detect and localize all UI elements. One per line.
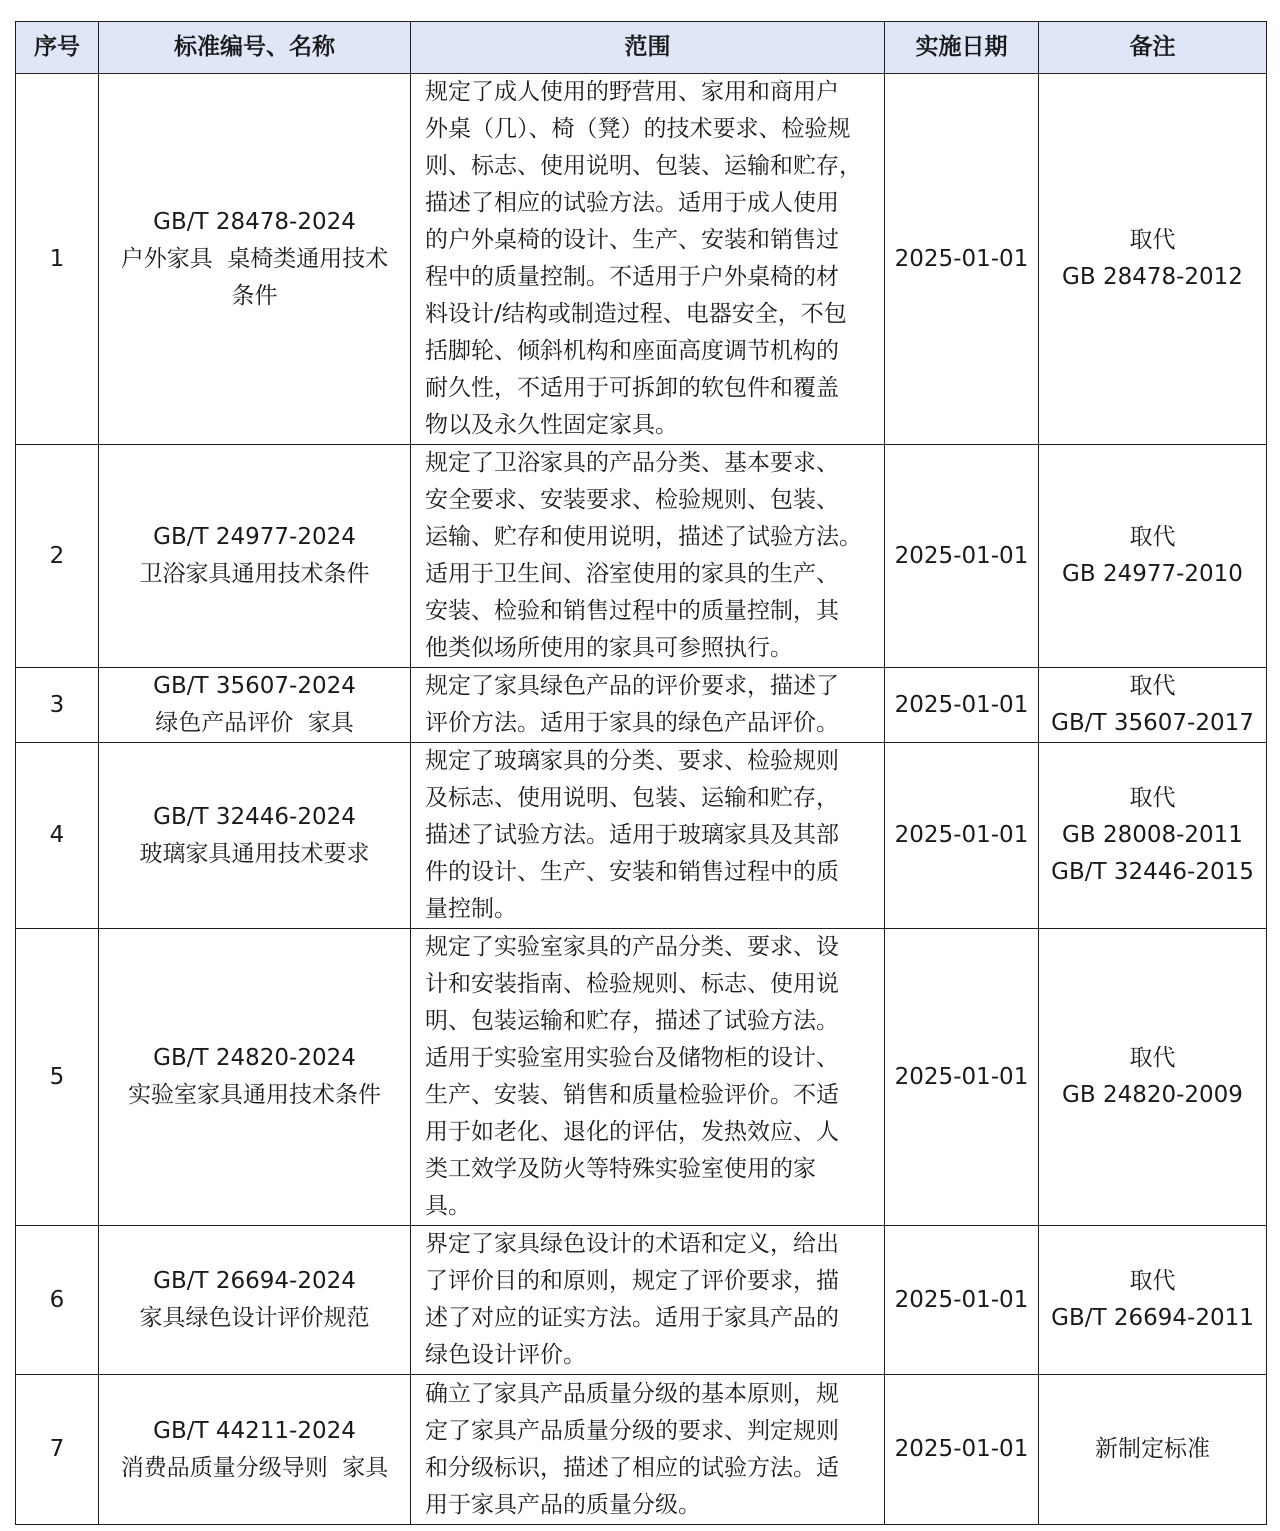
standard-name: 户外家具 桌椅类通用技术	[120, 245, 389, 272]
remark-cell	[1039, 1226, 1267, 1375]
row-number: 4	[16, 743, 99, 929]
scope-line: 规定了成人使用的野营用、家用和商用户	[425, 79, 839, 105]
remark-line: 取代	[1129, 673, 1176, 699]
remark-line: GB 28478-2012	[1062, 264, 1243, 290]
table-row	[16, 929, 1267, 1226]
scope-cell	[411, 74, 885, 445]
standard-name: 家具绿色设计评价规范	[139, 1305, 370, 1331]
effective-date: 2025-01-01	[885, 668, 1039, 743]
table-row	[16, 1226, 1267, 1375]
row-number: 3	[16, 668, 99, 743]
row-number: 2	[16, 445, 99, 668]
standard-cell	[99, 929, 411, 1226]
scope-line: 定了家具产品质量分级的要求、判定规则	[425, 1417, 839, 1444]
scope-line: 量控制。	[425, 896, 517, 922]
standard-name: 消费品质量分级导则 家具	[120, 1454, 389, 1481]
standard-name: 绿色产品评价 家具	[155, 710, 354, 736]
scope-line: 描述了试验方法。适用于玻璃家具及其部	[425, 822, 839, 848]
scope-line: 料设计/结构或制造过程、电器安全，不包	[425, 301, 847, 327]
scope-line: 明、包装运输和贮存，描述了试验方法。	[425, 1008, 839, 1034]
table-row	[16, 743, 1267, 929]
standard-code: GB/T 26694-2024	[153, 1268, 356, 1294]
remark-cell	[1039, 743, 1267, 929]
remark-line: 取代	[1129, 1268, 1176, 1294]
standard-cell	[99, 74, 411, 445]
scope-line: 述了对应的证实方法。适用于家具产品的	[425, 1305, 839, 1331]
scope-line: 程中的质量控制。不适用于户外桌椅的材	[425, 264, 839, 290]
scope-line: 描述了相应的试验方法。适用于成人使用	[425, 190, 839, 216]
scope-cell	[411, 743, 885, 929]
remark-line: GB 28008-2011	[1062, 822, 1243, 848]
table-row	[16, 445, 1267, 668]
row-number: 1	[16, 74, 99, 445]
scope-line: 则、标志、使用说明、包装、运输和贮存，	[425, 153, 862, 179]
scope-line: 计和安装指南、检验规则、标志、使用说	[425, 971, 839, 997]
scope-line: 括脚轮、倾斜机构和座面高度调节机构的	[425, 338, 839, 364]
scope-line: 适用于卫生间、浴室使用的家具的生产、	[425, 561, 839, 587]
remark-line: 新制定标准	[1095, 1436, 1210, 1462]
standard-code: GB/T 32446-2024	[153, 803, 356, 830]
remark-cell	[1039, 445, 1267, 668]
standard-code: GB/T 44211-2024	[153, 1417, 356, 1444]
header-date: 实施日期	[885, 22, 1039, 74]
scope-line: 具。	[425, 1193, 471, 1219]
scope-line: 安全要求、安装要求、检验规则、包装、	[425, 487, 839, 513]
scope-line: 适用于实验室用实验台及储物柜的设计、	[425, 1045, 839, 1071]
remark-line: GB 24820-2009	[1062, 1082, 1243, 1108]
scope-cell	[411, 929, 885, 1226]
remark-line: 取代	[1129, 1045, 1176, 1071]
scope-line: 件的设计、生产、安装和销售过程中的质	[425, 859, 839, 885]
scope-line: 运输、贮存和使用说明，描述了试验方法。	[425, 524, 862, 550]
header-no: 序号	[16, 22, 99, 74]
table-row	[16, 74, 1267, 445]
standard-name: 条件	[231, 282, 278, 309]
standard-code: GB/T 24820-2024	[153, 1045, 356, 1071]
table-row	[16, 1375, 1267, 1525]
remark-cell	[1039, 668, 1267, 743]
scope-cell	[411, 1375, 885, 1525]
scope-line: 规定了卫浴家具的产品分类、基本要求、	[425, 450, 839, 476]
scope-line: 的户外桌椅的设计、生产、安装和销售过	[425, 227, 839, 253]
remark-line: GB/T 32446-2015	[1051, 859, 1254, 885]
scope-line: 规定了实验室家具的产品分类、要求、设	[425, 934, 839, 960]
standard-name: 卫浴家具通用技术条件	[139, 561, 370, 587]
remark-line: 取代	[1129, 524, 1176, 550]
scope-line: 耐久性，不适用于可拆卸的软包件和覆盖	[425, 375, 839, 401]
standard-code: GB/T 24977-2024	[153, 524, 356, 550]
scope-cell	[411, 1226, 885, 1375]
header-standard: 标准编号、名称	[99, 22, 411, 74]
remark-line: 取代	[1129, 785, 1176, 811]
header-scope: 范围	[411, 22, 885, 74]
standard-code: GB/T 35607-2024	[153, 673, 356, 699]
scope-line: 安装、检验和销售过程中的质量控制，其	[425, 598, 839, 624]
scope-line: 他类似场所使用的家具可参照执行。	[425, 635, 793, 661]
scope-line: 评价方法。适用于家具的绿色产品评价。	[425, 710, 839, 736]
remark-cell	[1039, 929, 1267, 1226]
scope-line: 用于家具产品的质量分级。	[425, 1491, 701, 1518]
row-number: 6	[16, 1226, 99, 1375]
table-header-row	[16, 22, 1267, 74]
scope-line: 和分级标识，描述了相应的试验方法。适	[425, 1454, 839, 1481]
scope-line: 规定了玻璃家具的分类、要求、检验规则	[425, 748, 839, 774]
table-row	[16, 668, 1267, 743]
header-remark: 备注	[1039, 22, 1267, 74]
scope-line: 外桌（几）、椅（凳）的技术要求、检验规	[425, 116, 851, 142]
scope-cell	[411, 668, 885, 743]
effective-date: 2025-01-01	[885, 1375, 1039, 1525]
scope-line: 规定了家具绿色产品的评价要求，描述了	[425, 673, 839, 699]
row-number: 5	[16, 929, 99, 1226]
standard-name: 实验室家具通用技术条件	[128, 1082, 381, 1108]
standard-cell	[99, 445, 411, 668]
scope-line: 界定了家具绿色设计的术语和定义，给出	[425, 1231, 839, 1257]
scope-line: 确立了家具产品质量分级的基本原则，规	[425, 1380, 839, 1407]
effective-date: 2025-01-01	[885, 1226, 1039, 1375]
effective-date: 2025-01-01	[885, 743, 1039, 929]
scope-line: 用于如老化、退化的评估，发热效应、人	[425, 1119, 839, 1145]
remark-line: GB 24977-2010	[1062, 561, 1243, 587]
standard-cell	[99, 1375, 411, 1525]
scope-cell	[411, 445, 885, 668]
scope-line: 生产、安装、销售和质量检验评价。不适	[425, 1082, 839, 1108]
scope-line: 类工效学及防火等特殊实验室使用的家	[425, 1156, 816, 1182]
standard-name: 玻璃家具通用技术要求	[139, 840, 370, 867]
standard-code: GB/T 28478-2024	[153, 208, 356, 235]
standards-table	[15, 21, 1267, 1525]
standard-cell	[99, 1226, 411, 1375]
standard-cell	[99, 668, 411, 743]
scope-line: 了评价目的和原则，规定了评价要求，描	[425, 1268, 839, 1294]
remark-line: GB/T 35607-2017	[1051, 710, 1254, 736]
remark-cell	[1039, 1375, 1267, 1525]
remark-line: GB/T 26694-2011	[1051, 1305, 1254, 1331]
effective-date: 2025-01-01	[885, 445, 1039, 668]
scope-line: 物以及永久性固定家具。	[425, 412, 678, 438]
effective-date: 2025-01-01	[885, 929, 1039, 1226]
standard-cell	[99, 743, 411, 929]
scope-line: 绿色设计评价。	[425, 1342, 586, 1368]
effective-date: 2025-01-01	[885, 74, 1039, 445]
row-number: 7	[16, 1375, 99, 1525]
scope-line: 及标志、使用说明、包装、运输和贮存，	[425, 785, 839, 811]
remark-cell	[1039, 74, 1267, 445]
remark-line: 取代	[1129, 227, 1176, 253]
